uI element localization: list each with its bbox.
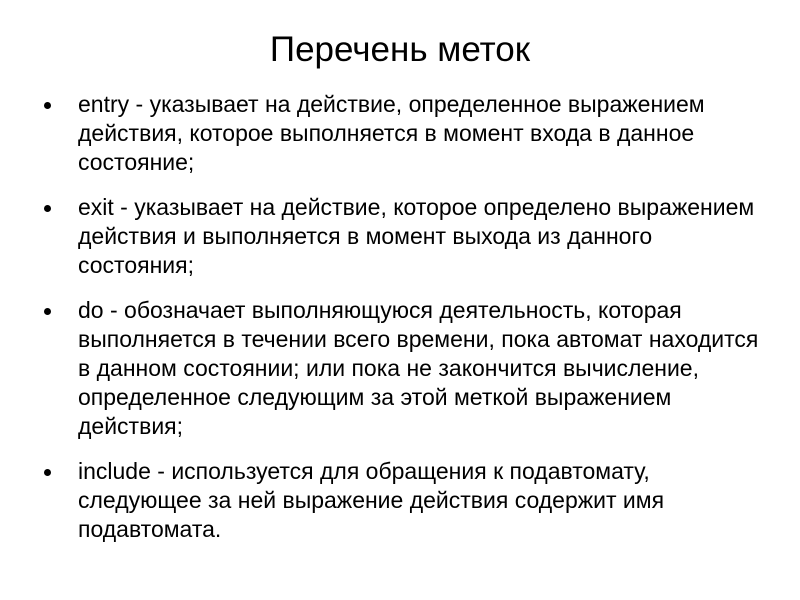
bullet-text: do - обозначает выполняющуюся деятельность, которая выполняется в течении всего времени, пока автомат находится в данном состоянии; или пока не закончится вычисление, определенное следующим за этой меткой выражением действия;	[78, 297, 759, 439]
bullet-text: exit - указывает на действие, которое определено выражением действия и выполняется в момент выхода из данного состояния;	[78, 194, 755, 278]
bullet-item-entry	[40, 90, 770, 177]
bullet-item-do	[40, 296, 770, 441]
bullet-text: entry - указывает на действие, определенное выражением действия, которое выполняется в момент входа в данное состояние;	[78, 91, 705, 175]
bullet-list	[40, 90, 770, 560]
bullet-dot-icon	[44, 308, 51, 315]
bullet-dot-icon	[44, 205, 51, 212]
bullet-text: include - используется для обращения к подавтомату, следующее за ней выражение действия содержит имя подавтомата.	[78, 458, 665, 542]
bullet-dot-icon	[44, 469, 51, 476]
bullet-item-exit	[40, 193, 770, 280]
bullet-item-include	[40, 457, 770, 544]
slide-title: Перечень меток	[269, 30, 531, 69]
bullet-dot-icon	[44, 102, 51, 109]
